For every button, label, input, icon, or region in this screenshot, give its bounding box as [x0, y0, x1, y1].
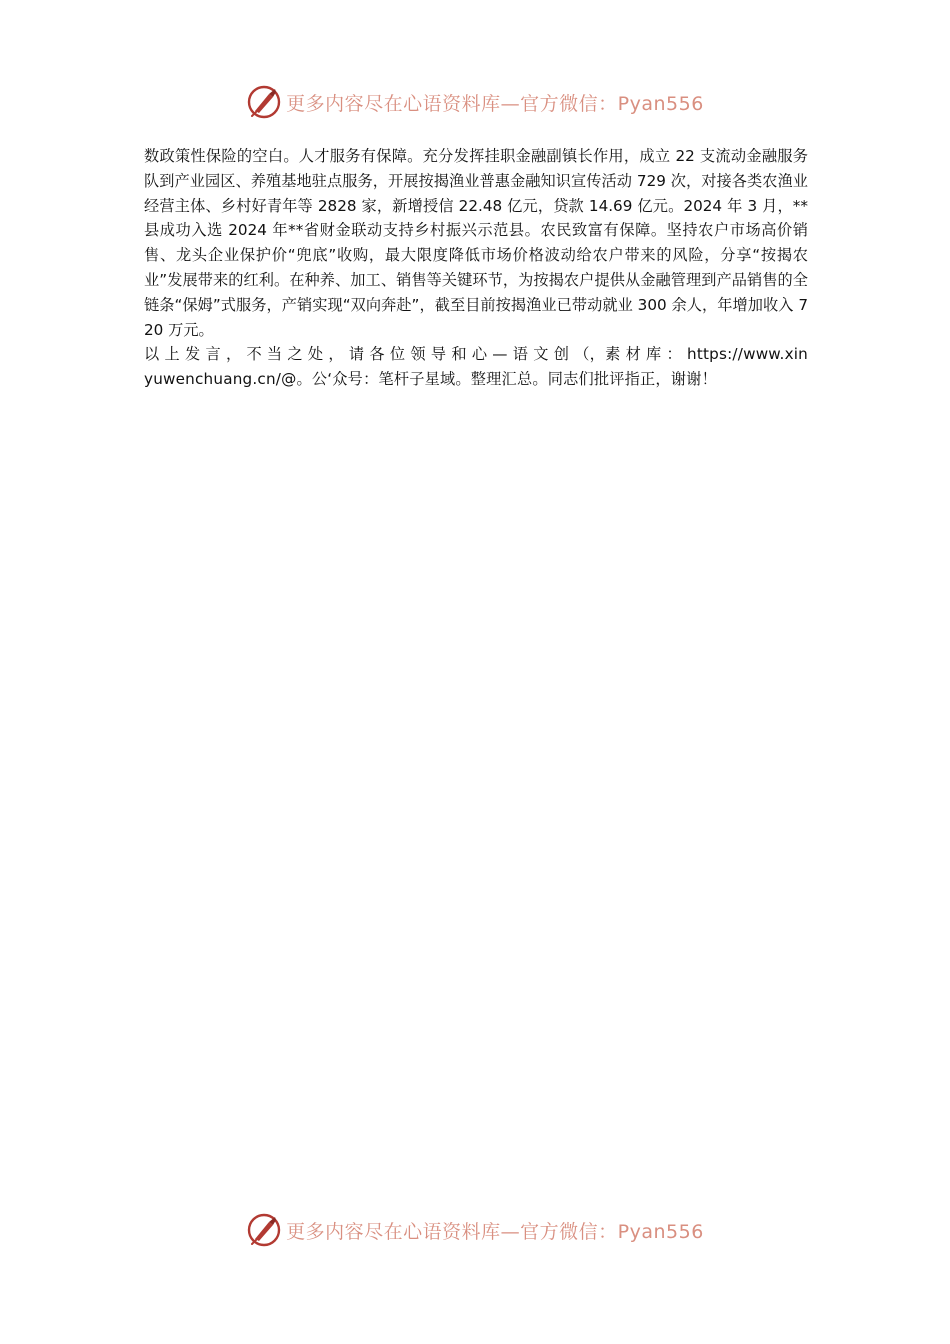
wechat-id: Pyan556: [617, 92, 704, 115]
body-paragraph: 数政策性保险的空白。人才服务有保障。充分发挥挂职金融副镇长作用，成立 22 支流动金融服务队到产业园区、养殖基地驻点服务，开展按揭渔业普惠金融知识宣传活动 729 次，对接各类农渔业经营主体、乡村好青年等 2828 家，新增授信 22.48 亿元，贷款 14.69 亿元。2024 年 3 月，**县成功入选 2024 年**省财金联动支持乡村振兴示范县。农民致富有保障。坚持农户市场高价销售、龙头企业保护价“兜底”收购，最大限度降低市场价格波动给农户带来的风险，分享“按揭农业”发展带来的红利。在种养、加工、销售等关键环节，为按揭农户提供从金融管理到产品销售的全链条“保姆”式服务，产销实现“双向奔赴”，截至目前按揭渔业已带动就业 300 余人，年增加收入 720 万元。: [144, 147, 808, 339]
header-banner: [0, 80, 950, 124]
banner-text: 更多内容尽在心语资料库—官方微信：Pyan556: [286, 1220, 704, 1243]
banner-text: 更多内容尽在心语资料库—官方微信：Pyan556: [286, 92, 704, 115]
footer-banner: [0, 1208, 950, 1252]
quill-pen-logo-icon: [246, 1212, 282, 1248]
document-body: [144, 144, 808, 392]
quill-pen-logo-icon: [246, 84, 282, 120]
wechat-id: Pyan556: [617, 1220, 704, 1243]
closing-paragraph: 以 上 发 言 ， 不 当 之 处 ， 请 各 位 领 导 和 心 — 语 文 创 （，素 材 库 ： https://www.xinyuwenchuang.cn/@。公‘众号：笔杆子星域。整理汇总。同志们批评指正，谢谢！: [144, 345, 808, 389]
